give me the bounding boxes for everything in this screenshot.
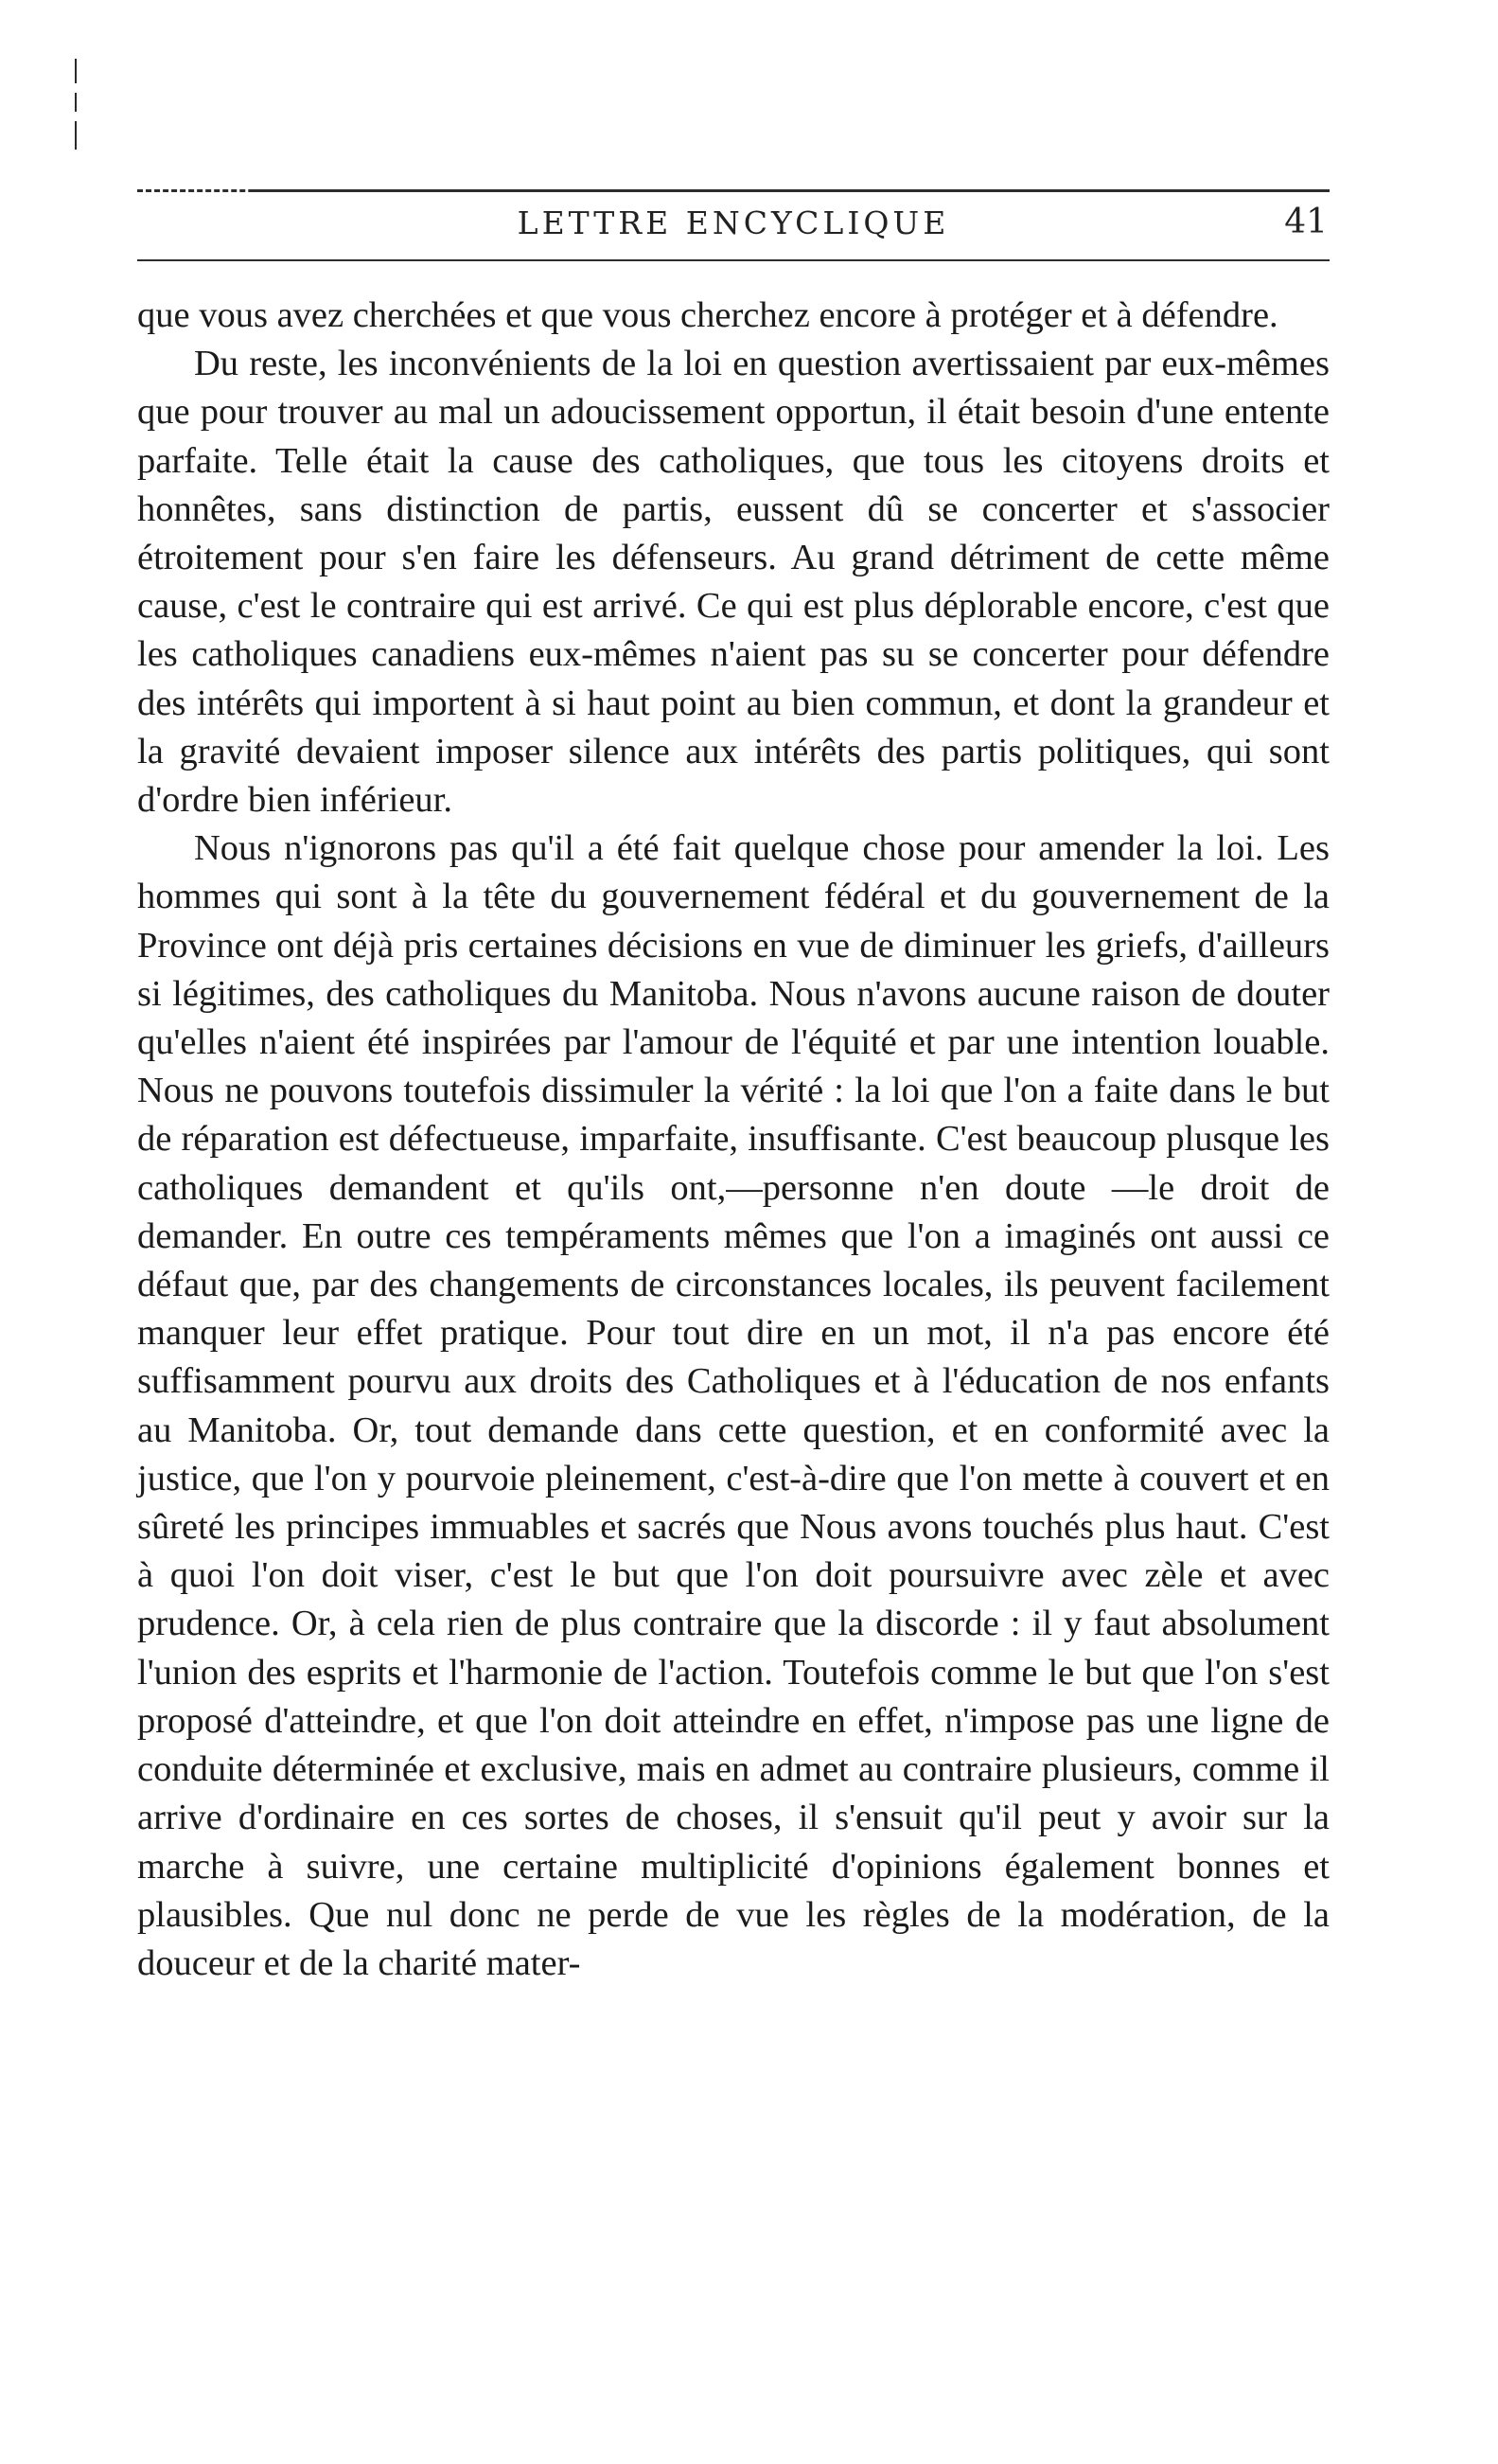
body-text [137,292,1330,1988]
paragraph: Du reste, les inconvénients de la loi en question avertissaient par eux-mêmes que pour trouver au mal un adoucissement opportun, il était besoin d'une entente parfaite. Telle était la cause des catholiques, que tous les citoyens droits et honnêtes, sans distinction de partis, eussent dû se concerter et s'associer étroitement pour s'en faire les défenseurs. Au grand détriment de cette même cause, c'est le contraire qui est arrivé. Ce qui est plus déplorable encore, c'est que les catholiques canadiens eux-mêmes n'aient pas su se concerter pour défendre des intérêts qui importent à si haut point au bien commun, et dont la grandeur et la gravité devaient imposer silence aux intérêts des partis politiques, qui sont d'ordre bien inférieur. [137,344,1330,821]
running-title: LETTRE ENCYCLIQUE [517,204,950,241]
paragraph-continuation: que vous avez cherchées et que vous cherchez encore à protéger et à défendre. [137,295,1278,335]
margin-marks [75,59,80,150]
paragraph: Nous n'ignorons pas qu'il a été fait quelque chose pour amender la loi. Les hommes qui sont à la tête du gouvernement fédéral et du gouvernement de la Province ont déjà pris certaines décisions en vue de diminuer les griefs, d'ailleurs si légitimes, des catholiques du Manitoba. Nous n'avons aucune raison de douter qu'elles n'aient été inspirées par l'amour de l'équité et par une intention louable. Nous ne pouvons toutefois dissimuler la vérité : la loi que l'on a faite dans le but de réparation est défectueuse, imparfaite, insuffisante. C'est beaucoup plusque les catholiques demandent et qu'ils ont,—personne n'en doute —le droit de demander. En outre ces tempéraments mêmes que l'on a imaginés ont aussi ce défaut que, par des changements de circonstances locales, ils peuvent facilement manquer leur effet pratique. Pour tout dire en un mot, il n'a pas encore été suffisamment pourvu aux droits des Catholiques et à l'éducation de nos enfants au Manitoba. Or, tout demande dans cette question, et en conformité avec la justice, que l'on y pourvoie pleinement, c'est-à-dire que l'on mette à couvert et en sûreté les principes immuables et sacrés que Nous avons touchés plus haut. C'est à quoi l'on doit viser, c'est le but que l'on doit poursuivre avec zèle et avec prudence. Or, à cela rien de plus contraire que la discorde : il y faut absolument l'union des esprits et l'harmonie de l'action. Toutefois comme le but que l'on s'est proposé d'atteindre, et que l'on doit atteindre en effet, n'impose pas une ligne de conduite déterminée et exclusive, mais en admet au contraire plusieurs, comme il arrive d'ordinaire en ces sortes de choses, il s'ensuit qu'il peut y avoir sur la marche à suivre, une certaine multiplicité d'opinions également bonnes et plausibles. Que nul donc ne perde de vue les règles de la modération, de la douceur et de la charité mater- [137,828,1330,1983]
header-rule-bottom [137,259,1330,261]
header-rule-top-solid [251,189,1330,192]
book-page [137,189,1330,1988]
page-number: 41 [1284,203,1328,241]
page-header [137,189,1330,265]
